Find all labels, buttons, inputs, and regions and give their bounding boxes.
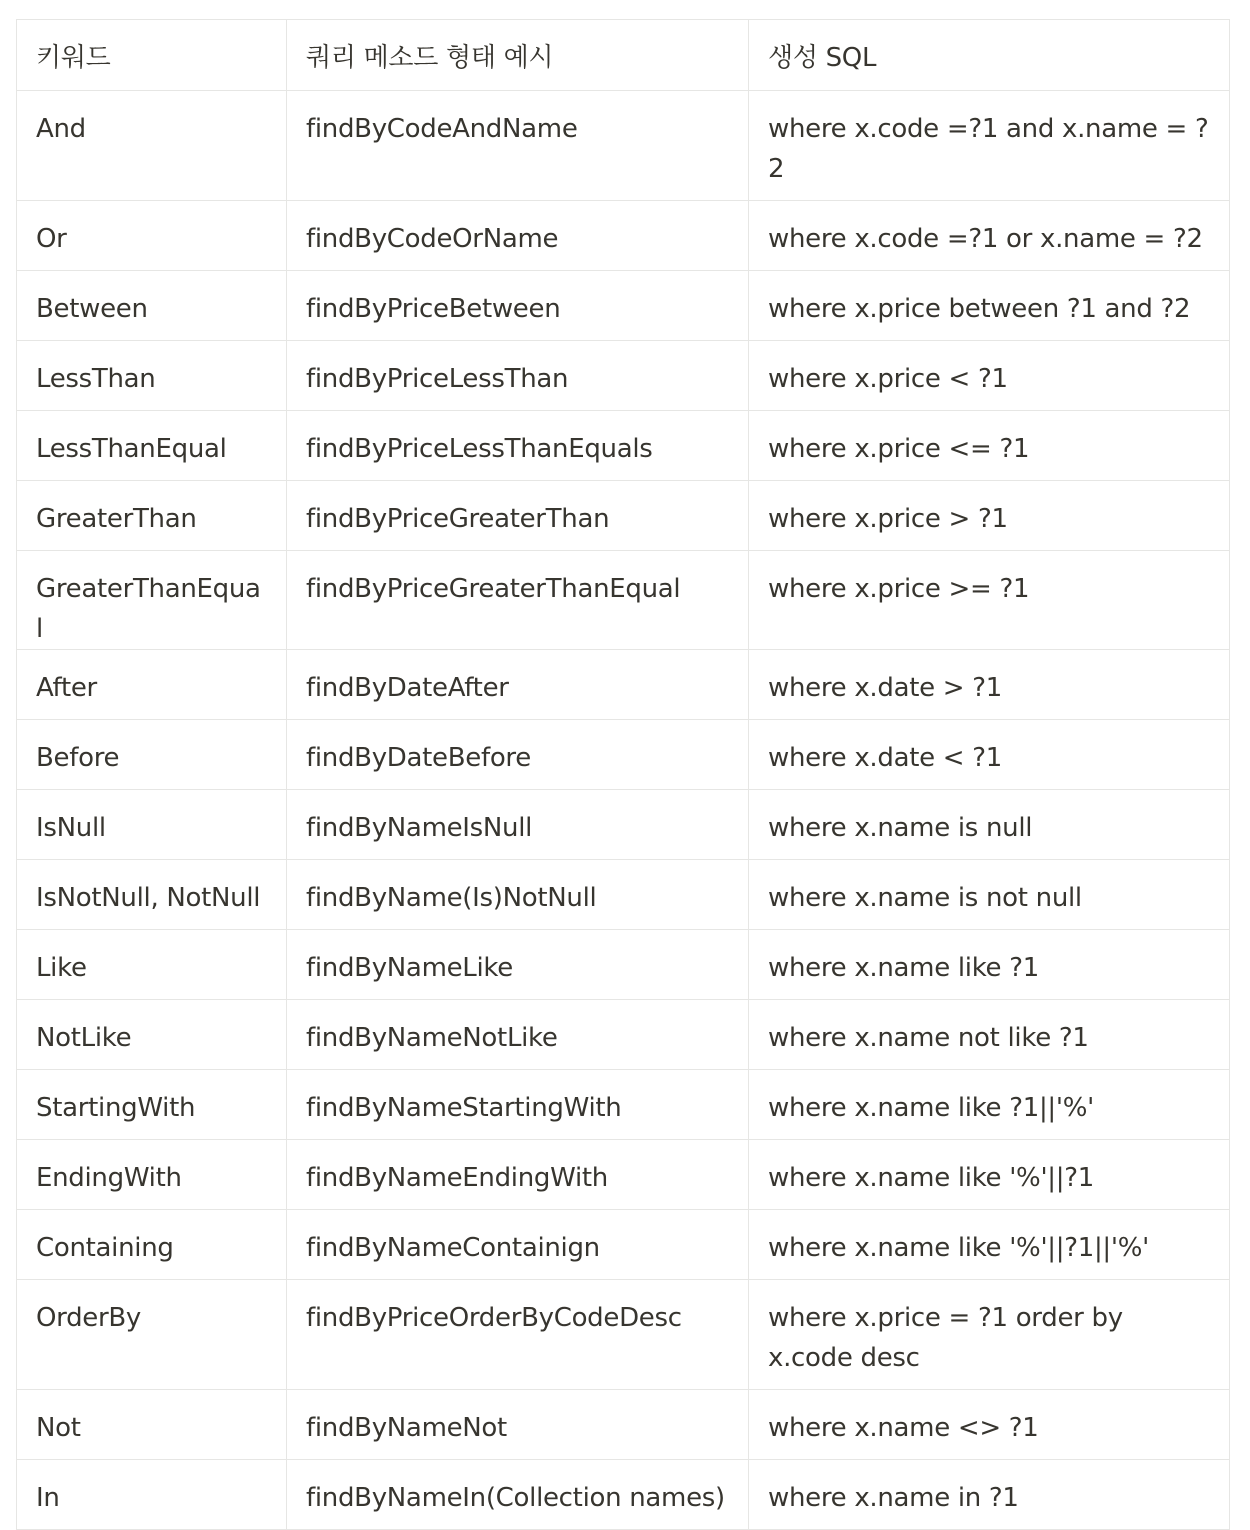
table-row [17,860,1230,930]
table-row [17,341,1230,411]
sql-cell: where x.name is not null [749,860,1230,930]
method-cell: findByNameIsNull [287,790,749,860]
method-cell: findByNameStartingWith [287,1070,749,1140]
sql-cell: where x.code =?1 and x.name = ?2 [749,91,1230,201]
keyword-cell: EndingWith [17,1140,287,1210]
sql-cell: where x.price <= ?1 [749,411,1230,481]
sql-cell: where x.name like '%'||?1 [749,1140,1230,1210]
sql-cell: where x.date < ?1 [749,720,1230,790]
sql-cell: where x.price between ?1 and ?2 [749,271,1230,341]
keyword-cell: Not [17,1390,287,1460]
keyword-cell: Between [17,271,287,341]
table-row [17,201,1230,271]
method-cell: findByDateAfter [287,650,749,720]
table-row [17,91,1230,201]
method-cell: findByNameEndingWith [287,1140,749,1210]
method-cell: findByNameNot [287,1390,749,1460]
sql-cell: where x.price >= ?1 [749,551,1230,650]
method-cell: findByPriceLessThan [287,341,749,411]
keyword-cell: GreaterThan [17,481,287,551]
method-cell: findByNameIn(Collection names) [287,1460,749,1530]
query-method-keyword-table [16,19,1230,1530]
method-cell: findByNameNotLike [287,1000,749,1070]
header-keyword: 키워드 [17,20,287,91]
sql-cell: where x.name in ?1 [749,1460,1230,1530]
method-cell: findByPriceBetween [287,271,749,341]
keyword-cell: LessThan [17,341,287,411]
table-row [17,271,1230,341]
keyword-cell: NotLike [17,1000,287,1070]
header-generated-sql: 생성 SQL [749,20,1230,91]
sql-cell: where x.price = ?1 order by x.code desc [749,1280,1230,1390]
keyword-cell: Like [17,930,287,1000]
sql-cell: where x.price > ?1 [749,481,1230,551]
table-row [17,650,1230,720]
keyword-cell: IsNull [17,790,287,860]
table-row [17,1210,1230,1280]
sql-cell: where x.name like ?1 [749,930,1230,1000]
table-row [17,1390,1230,1460]
header-method-example: 쿼리 메소드 형태 예시 [287,20,749,91]
method-cell: findByNameContainign [287,1210,749,1280]
keyword-cell: LessThanEqual [17,411,287,481]
sql-cell: where x.name is null [749,790,1230,860]
method-cell: findByName(Is)NotNull [287,860,749,930]
keyword-cell: GreaterThanEqual [17,551,287,650]
table-row [17,1280,1230,1390]
table-row [17,551,1230,650]
keyword-cell: Containing [17,1210,287,1280]
sql-cell: where x.price < ?1 [749,341,1230,411]
table-row [17,790,1230,860]
method-cell: findByDateBefore [287,720,749,790]
sql-cell: where x.code =?1 or x.name = ?2 [749,201,1230,271]
method-cell: findByCodeAndName [287,91,749,201]
method-cell: findByPriceGreaterThan [287,481,749,551]
keyword-cell: After [17,650,287,720]
keyword-cell: And [17,91,287,201]
method-cell: findByPriceGreaterThanEqual [287,551,749,650]
keyword-cell: Before [17,720,287,790]
sql-cell: where x.name not like ?1 [749,1000,1230,1070]
sql-cell: where x.name <> ?1 [749,1390,1230,1460]
sql-cell: where x.date > ?1 [749,650,1230,720]
table-row [17,411,1230,481]
table-row [17,1000,1230,1070]
keyword-cell: Or [17,201,287,271]
method-cell: findByPriceLessThanEquals [287,411,749,481]
table-row [17,1460,1230,1530]
method-cell: findByCodeOrName [287,201,749,271]
table-row [17,930,1230,1000]
keyword-cell: In [17,1460,287,1530]
table-row [17,481,1230,551]
keyword-cell: OrderBy [17,1280,287,1390]
table-row [17,720,1230,790]
keyword-table-container [16,19,1230,1530]
method-cell: findByNameLike [287,930,749,1000]
method-cell: findByPriceOrderByCodeDesc [287,1280,749,1390]
keyword-cell: IsNotNull, NotNull [17,860,287,930]
sql-cell: where x.name like '%'||?1||'%' [749,1210,1230,1280]
table-header-row [17,20,1230,91]
table-row [17,1070,1230,1140]
table-row [17,1140,1230,1210]
sql-cell: where x.name like ?1||'%' [749,1070,1230,1140]
keyword-cell: StartingWith [17,1070,287,1140]
